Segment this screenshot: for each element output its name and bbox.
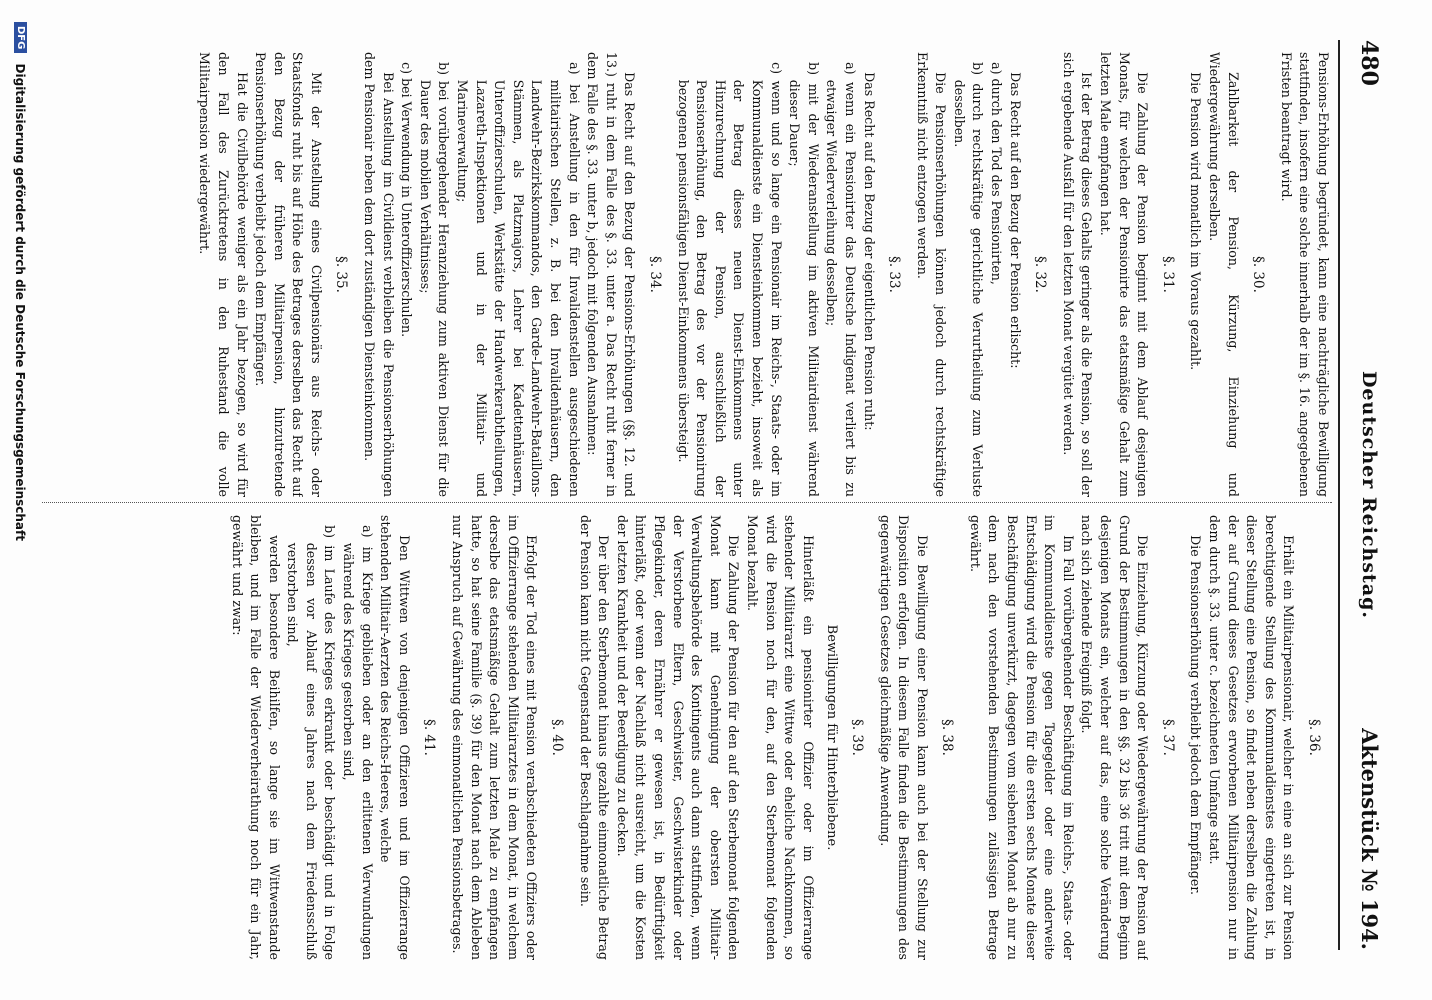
section-32-p1: Das Recht auf den Bezug der Pension erlischt:	[1007, 72, 1023, 369]
section-31-heading: §. 31.	[1159, 256, 1176, 293]
section-34-item-a: a) bei Anstellung in den für Invalidenstellen ausgeschiedenen militairischen Stellen, z. B. bei den Invalidenhäusern, den Landwehr-Bezirkskommandos, den Garde-Landwehr-Bataillons-Stämmen, als Platzmajors, Lehrer bei Kadettenhäusern, Unteroffizierschulen, Werkstätte der Handwerkerabtheilungen, Lazareth-Inspektionen und in der Militair- und Marineverwaltung;	[455, 62, 582, 497]
left-column	[42, 52, 1332, 497]
section-39-subtitle: Bewilligungen für Hinterbliebene.	[824, 624, 840, 851]
section-34-heading: §. 34.	[647, 256, 663, 293]
intro-paragraph: Pensions-Erhöhung begründet, kann eine nachträgliche Bewilligung stattfinden, insofern eine solche innerhalb der im §. 16. angegebenen Fristen beantragt wird.	[1278, 52, 1331, 497]
running-title: Deutscher Reichstag.	[1358, 370, 1380, 620]
digitization-credit: Digitalisierung gefördert durch die Deutsche Forschungsgemeinschaft	[13, 63, 28, 541]
section-34-p2: Bei Anstellung im Civildienst verbleiben die Pensionserhöhungen dem Pensionair neben dem dort zuständigen Diensteinkommen.	[362, 52, 396, 497]
section-39-p1: Hinterläßt ein pensionirter Offizier oder im Offizierrange stehender Militairarzt eine Wittwe oder eheliche Nachkommen, so wird die Pension noch für den, auf den Sterbemonat folgenden Monat bezahlt.	[744, 515, 816, 960]
section-31-p2: Ist der Betrag dieses Gehalts geringer als die Pension, so soll der sich ergebende Ausfall für den letzten Monat vergütet werden.	[1060, 52, 1095, 497]
section-32-item-a: a) durch den Tod des Pensionirten,	[989, 62, 1005, 285]
section-31-p1: Die Zahlung der Pension beginnt mit dem Ablauf desjenigen Monats, für welchen der Pensionirte das etatsmäßige Gehalt zum letzten Male empfangen hat.	[1098, 52, 1151, 497]
section-34-item-b: b) bei vorübergehender Heranziehung zum aktiven Dienst für die Dauer des mobilen Verhältnisses;	[417, 62, 452, 497]
section-30-heading: §. 30.	[1250, 256, 1267, 293]
section-41-heading: §. 41.	[421, 719, 438, 756]
section-40-p1: Erfolgt der Tod eines mit Pension verabschiedeten Offiziers oder im Offizierrange stehenden Militairarztes in dem Monat, in welchem derselbe das etatsmäßige Gehalt zum letzten Male zu empfangen hatte, so hat seine Familie (§. 39) für den Monat nach dem Ableben nur Anspruch auf Gewährung des einmonatlichen Pensionsbetrages.	[450, 515, 540, 960]
header-rule	[1338, 40, 1340, 950]
section-38-p1: Die Bewilligung einer Pension kann auch bei der Stellung zur Disposition erfolgen. In diesem Falle finden die Bestimmungen des gegenwärtigen Gesetzes gleichmäßige Anwendung.	[877, 515, 930, 960]
section-32-item-b: b) durch rechtskräftige gerichtliche Verurtheilung zum Verluste desselben.	[951, 62, 986, 497]
section-37-p1: Die Einziehung, Kürzung oder Wiedergewährung der Pension auf Grund der Bestimmungen in den §§. 32 bis 36 tritt mit dem Beginn desjenigen Monats ein, welcher auf das, eine solche Veränderung nach sich ziehende Ereigniß folgt.	[1079, 515, 1151, 960]
section-33-p1: Das Recht auf den Bezug der eigentlichen Pension ruht:	[861, 72, 877, 431]
section-34-p1: Das Recht auf den Bezug der Pensions-Erhöhungen (§§. 12. und 13.) ruht in dem Falle des §. 33. unter a. Das Recht ruht ferner in dem Falle des §. 33. unter b, jedoch mit folgenden Ausnahmen:	[585, 52, 638, 497]
section-35-p2: Hat die Civilbehörde weniger als ein Jahr bezogen, so wird für den Fall des Zurücktretens in den Ruhestand die volle Militairpension wiedergewährt.	[197, 52, 250, 497]
section-35-heading: §. 35.	[333, 256, 350, 293]
page-header	[1342, 40, 1382, 950]
section-39-p3: Der über den Sterbemonat hinaus gezahlte einmonatliche Betrag der Pension kann nicht Gegenstand der Beschlagnahme sein.	[577, 515, 612, 960]
right-column	[42, 515, 1332, 960]
section-32-heading: §. 32.	[1032, 256, 1049, 293]
section-30-text: Die Pension wird monatlich im Voraus gezahlt.	[1188, 72, 1204, 371]
section-35-p1: Mit der Anstellung eines Civilpensionärs aus Reichs- oder Staatsfonds ruht bis auf Höhe des Betrages derselben das Recht auf den Bezug der früheren Militairpension, hinzutretende Pensionserhöhung verbleibt jedoch dem Empfänger.	[253, 52, 324, 497]
section-41-item-a: a) im Kriege geblieben oder an den erlittenen Verwundungen während des Krieges gestorben sind,	[341, 525, 375, 960]
section-39-p2: Die Zahlung der Pension für den auf den Sterbemonat folgenden Monat kann mit Genehmigung der obersten Militair-Verwaltungsbehörde des Kontingents auch dann stattfinden, wenn der Verstorbene Eltern, Geschwister, Geschwisterkinder oder Pflegekinder, deren Ernährer er gewesen ist, in Bedürftigkeit hinterläßt, oder wenn der Nachlaß nicht ausreicht, um die Kosten der letzten Krankheit und der Beerdigung zu decken.	[614, 515, 742, 960]
section-33-item-b: b) mit der Wiederanstellung im aktiven Militairdienst während dieser Dauer;	[787, 62, 821, 497]
dfg-logo: DFG	[14, 22, 27, 53]
page-number: 480	[1356, 40, 1382, 86]
column-divider	[42, 502, 1332, 503]
section-33-heading: §. 33.	[886, 256, 903, 293]
annex-number: Aktenstück № 194.	[1357, 728, 1382, 950]
section-39-heading: §. 39.	[848, 719, 865, 756]
section-33-item-c: c) wenn und so lange ein Pensionair im Reichs-, Staats- oder im Kommunaldienste ein Diensteinkommen bezieht, insoweit als der Betrag dieses neuen Dienst-Einkommens unter Hinzurechnung der Pension, ausschließlich der Pensionserhöhung, den Betrag des vor der Pensionirung bezogenen pensionsfähigen Dienst-Einkommens übersteigt.	[675, 62, 784, 497]
section-30-subtitle: Zahlbarkeit der Pension, Kürzung, Einziehung und Wiedergewährung derselben.	[1207, 52, 1241, 497]
section-34-item-c: c) bei Verwendung in Unteroffizierschulen.	[399, 62, 415, 338]
section-40-heading: §. 40.	[549, 719, 566, 756]
section-36-heading: §. 36.	[1306, 719, 1322, 756]
section-41-p1: Den Wittwen von denjenigen Offizieren und im Offizierrange stehenden Militair-Aerzten des Reichs-Heeres, welche	[378, 515, 412, 960]
section-37-heading: §. 37.	[1159, 719, 1176, 756]
section-41-p2: werden besondere Beihilfen, so lange sie im Wittwenstande bleiben, und im Falle der Wiederverheirathung noch für ein Jahr, gewährt und zwar:	[229, 515, 282, 960]
section-36-p2: Die Pensionserhöhung verbleibt jedoch dem Empfänger.	[1188, 535, 1204, 895]
section-32-p2: Die Pensionserhöhungen können jedoch durch rechtskräftige Erkenntniß nicht entzogen werden.	[914, 52, 949, 497]
section-41-item-b: b) im Laufe des Krieges erkrankt oder beschädigt und in Folge dessen vor Ablauf eines Jahres nach dem Friedensschluß verstorben sind,	[285, 525, 338, 960]
section-36-p1: Erhält ein Militairpensionair, welcher in eine an sich zur Pension berechtigende Stellung des Kommunaldienstes eingetreten ist, in dieser Stellung eine Pension, so findet neben derselben die Zahlung der auf Grund dieses Gesetzes erworbenen Militairpension nur in dem durch §. 33. unter c. bezeichneten Umfange statt.	[1207, 515, 1297, 960]
section-38-heading: §. 38.	[939, 719, 956, 756]
section-37-p2: Im Fall vorübergehender Beschäftigung im Reichs-, Staats- oder im Kommunaldienste gegen Tagegelder oder eine anderweite Entschädigung wird die Pension für die ersten sechs Monate dieser Beschäftigung unverkürzt, dagegen vom siebenten Monat ab nur zu dem nach den vorstehenden Bestimmungen zulässigen Betrage gewährt.	[967, 515, 1076, 960]
section-33-item-a: a) wenn ein Pensionirter das Deutsche Indigenat verliert bis zu etwaiger Wiederverleihung desselben;	[824, 62, 858, 497]
digitization-footer	[6, 0, 28, 1000]
